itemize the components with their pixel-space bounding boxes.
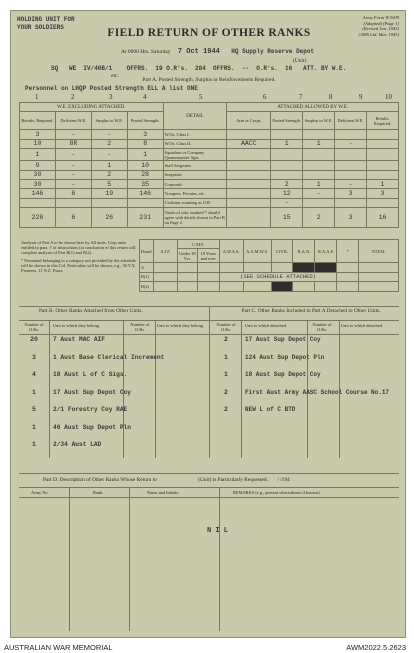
value-cell: - (91, 130, 127, 139)
analysis-header: Under 18 Yrs. (179, 250, 196, 261)
personnel-typed: Personnel on LHQP Posted Strength ELL A list ONE (25, 85, 198, 92)
col-number: 10 (385, 93, 392, 101)
value-cell (303, 149, 335, 161)
value-cell: 1 (20, 149, 56, 161)
at-text: At 0900 Hrs. Saturday (121, 49, 171, 55)
part-b-title: Part B. Other Ranks Attached from Other Units. (39, 308, 143, 314)
value-cell: - (55, 149, 91, 161)
analysis-header: CIVIL (271, 240, 293, 263)
value-cell: AACC (227, 139, 271, 148)
value-cell: 228 (20, 208, 56, 228)
part-c-title: Part C. Other Ranks Included in Part A Detached to Other Units. (241, 308, 381, 314)
value-cell: 30 (20, 170, 56, 179)
value-cell (335, 170, 367, 179)
attached-header: ATTACHED ALLOWED BY W.E. (227, 103, 399, 112)
value-cell (303, 170, 335, 179)
value-cell: 3 (335, 189, 367, 198)
part-d-title-line (43, 477, 290, 483)
value-cell (127, 198, 163, 207)
value-cell (227, 208, 271, 228)
value-cell: 15 (271, 208, 303, 228)
sub-header: Posted Strength. (127, 112, 163, 130)
part-b-count: 1 (32, 388, 36, 396)
value-cell: 30 (20, 179, 56, 188)
value-cell: - (55, 170, 91, 179)
sub-header: Reinfts. Required. (367, 112, 399, 130)
value-cell (335, 149, 367, 161)
part-b-c-section (19, 306, 399, 458)
part-c-unit: 17 Aust Sup Depot Coy (245, 336, 321, 343)
value-cell: - (303, 189, 335, 198)
army-form-line-1: Army Form W.3009 (362, 15, 399, 20)
col-number: 6 (263, 93, 267, 101)
part-c-count: 1 (224, 353, 228, 361)
value-cell (303, 198, 335, 207)
detail-cell: Troopers, Privates, etc. (163, 189, 227, 198)
analysis-header: A.I.F. (153, 240, 177, 263)
unit-label: (Unit) (293, 58, 307, 64)
value-cell (227, 198, 271, 207)
value-cell: 146 (20, 189, 56, 198)
col-number: 1 (35, 93, 39, 101)
at-line (121, 48, 314, 56)
part-b-unit: 2/1 Forestry Coy RAE (53, 406, 128, 413)
value-cell: 1 (367, 179, 399, 188)
part-b-unit: 1 Aust Base Clerical Increment (53, 353, 165, 361)
analysis-header: A.A.M.W.S. (243, 240, 271, 263)
part-c-header: Number of O.Rs. (312, 322, 332, 332)
caption-right: AWM2022.5.2623 (346, 643, 406, 652)
cmf-header: C.M.F. (177, 240, 219, 249)
part-b-header: Number of O.Rs. (130, 322, 150, 332)
part-b-count: 3 (32, 353, 36, 361)
part-b-unit: 2/34 Aust LAD (53, 441, 102, 448)
form-title: FIELD RETURN OF OTHER RANKS (107, 27, 311, 39)
value-cell: - (271, 198, 303, 207)
part-a-row (20, 170, 399, 179)
part-a-row (20, 130, 399, 139)
part-b-header: Unit to which they belong. (157, 323, 204, 328)
col-number: 9 (359, 93, 363, 101)
part-b-count: 1 (32, 441, 36, 448)
part-c-count: 1 (224, 371, 228, 378)
value-cell: 1 (127, 149, 163, 161)
value-cell (227, 170, 271, 179)
value-cell: 231 (127, 208, 163, 228)
value-cell: 2 (271, 179, 303, 188)
value-cell: 9 (20, 161, 56, 170)
part-a-row (20, 161, 399, 170)
value-cell: 2 (303, 208, 335, 228)
analysis-row-a (140, 263, 399, 272)
sub-header: Deficient W.E. (335, 112, 367, 130)
detail-cell: Staff Sergeants (163, 161, 227, 170)
analysis-row-label: A (140, 263, 154, 272)
value-cell (271, 149, 303, 161)
part-b-count: 20 (30, 336, 38, 343)
we-line: SQ WE IV/40B/1 OFFRS. 19 O.R's. 284 OFFRS. -- O.R's. 16 ATT. BY W.E. (51, 65, 347, 72)
analysis-row-label: B(1) (140, 272, 154, 281)
part-c-unit: NEW L of C BTD (245, 406, 296, 413)
part-b-unit: 46 Aust Sup Depot Pln (53, 423, 131, 431)
archive-caption (0, 643, 414, 653)
analysis-note: * Personnel belonging to a category not provided by the schedule will be shown in this Col. Particulars will be shown, e.g., 30 V.X. Pioneers, 11 N.Z. Fusrs. (21, 258, 136, 273)
part-c-header: Unit to which detached. (245, 323, 287, 328)
value-cell: 6 (55, 208, 91, 228)
analysis-header: A.W.A.S. (219, 240, 243, 263)
sub-header: Posted Strength. (271, 112, 303, 130)
column-number-row (19, 93, 399, 102)
value-cell: 3 (20, 130, 56, 139)
unit-typed: HQ Supply Reserve Depot (231, 48, 315, 55)
value-cell: 10 (20, 139, 56, 148)
value-cell (367, 130, 399, 139)
part-a-row (20, 208, 399, 228)
part-d-header: Army No. (31, 490, 49, 495)
value-cell: - (55, 161, 91, 170)
value-cell (227, 149, 271, 161)
part-c-count: 2 (224, 388, 228, 396)
part-a-row (20, 139, 399, 148)
value-cell: 146 (127, 189, 163, 198)
analysis-header: 18 Years and over (197, 249, 219, 263)
value-cell (55, 198, 91, 207)
value-cell: 10 (127, 161, 163, 170)
value-cell (335, 161, 367, 170)
analysis-header: * (337, 240, 359, 263)
analysis-cmf-row (140, 240, 399, 249)
part-a-title: Part A. Posted Strength, Surplus or Reinforcements Required. (142, 77, 276, 83)
part-b-header: Number of O.Rs. (24, 322, 44, 332)
value-cell (303, 130, 335, 139)
value-cell (367, 139, 399, 148)
detail-cell: W.Os. Class II. (163, 139, 227, 148)
value-cell: 2 (91, 139, 127, 148)
value-cell: - (335, 139, 367, 148)
col-number: 4 (143, 93, 147, 101)
group-header-row (20, 103, 399, 112)
part-a-row (20, 149, 399, 161)
analysis-header: R.A.A.F. (315, 240, 337, 263)
value-cell (335, 130, 367, 139)
date-typed: 7 Oct 1944 (177, 48, 220, 56)
analysis-instructions (21, 240, 137, 273)
value-cell (367, 170, 399, 179)
value-cell: 5 (91, 179, 127, 188)
schedule-typed: (SEE SCHEDULE ATTACHED) (219, 272, 337, 281)
part-a-body (20, 130, 399, 228)
value-cell: 3 (127, 130, 163, 139)
value-cell (271, 170, 303, 179)
value-cell (367, 149, 399, 161)
detail-header: DETAIL (163, 103, 227, 130)
value-cell: 3 (335, 208, 367, 228)
army-form-line-3: (Revised Jan. 1943) (362, 26, 399, 32)
part-d-header: Name and Initials. (147, 490, 180, 495)
sub-header: Deficient W.E. (55, 112, 91, 130)
value-cell: 1 (303, 179, 335, 188)
value-cell: 3 (367, 189, 399, 198)
value-cell: - (55, 179, 91, 188)
nil-typed: N I L (207, 527, 229, 535)
part-c-unit: 124 Aust Sup Depot Pln (245, 353, 325, 361)
value-cell: - (91, 149, 127, 161)
caption-left: AUSTRALIAN WAR MEMORIAL (4, 643, 113, 652)
value-cell (227, 179, 271, 188)
part-a-row (20, 179, 399, 188)
value-cell (227, 189, 271, 198)
sub-header: Surplus to W.E. (303, 112, 335, 130)
analysis-header: Detail (140, 240, 154, 263)
col-number: 2 (71, 93, 75, 101)
value-cell (303, 161, 335, 170)
field-return-form (10, 10, 406, 638)
value-cell (91, 198, 127, 207)
value-cell: 1 (303, 139, 335, 148)
part-b-count: 5 (32, 406, 36, 413)
part-b-unit: 7 Aust MAC AIF (53, 336, 105, 343)
analysis-row-b1 (140, 272, 399, 281)
value-cell: - (335, 179, 367, 188)
value-cell: 1 (91, 161, 127, 170)
analysis-row-b2 (140, 282, 399, 291)
value-cell (367, 198, 399, 207)
part-b-count: 1 (32, 423, 36, 431)
value-cell: 8R (55, 139, 91, 148)
part-d-header: Rank. (93, 490, 104, 495)
part-d-date: / /194 (277, 477, 290, 483)
sub-header: Reinfts. Required. (20, 112, 56, 130)
part-c-header: Unit to which detached. (341, 323, 383, 328)
value-cell (335, 198, 367, 207)
col-number: 7 (299, 93, 303, 101)
part-d-unit: (Unit) is Particularly Requested. (198, 477, 268, 483)
value-cell (367, 161, 399, 170)
part-c-count: 2 (224, 406, 228, 413)
value-cell (20, 198, 56, 207)
value-cell: 2 (91, 170, 127, 179)
detail-cell: Totals of cols. marked * should agree with details shown in Part B on Page 2. (163, 208, 227, 228)
part-d-section (19, 477, 399, 631)
part-c-count: 2 (224, 336, 228, 343)
detail-cell: Corporals (163, 179, 227, 188)
we-excluding-header: W.E. EXCLUDING ATTACHED. (20, 103, 164, 112)
detail-cell: Civilians counting as O.R. (163, 198, 227, 207)
value-cell: 6 (55, 189, 91, 198)
col-number: 3 (109, 93, 113, 101)
part-c-unit: First Aust Army AASC School Course No.17 (245, 388, 390, 396)
part-a-table (19, 102, 399, 228)
analysis-row-label: B(2) (140, 282, 154, 291)
part-c-unit: 18 Aust Sup Depot Coy (245, 371, 321, 378)
analysis-header: R.A.N. (293, 240, 315, 263)
value-cell: 28 (127, 170, 163, 179)
unit-typed-line-2: YOUR SOLDIERS (17, 24, 64, 31)
redaction-block (293, 263, 315, 272)
value-cell (227, 130, 271, 139)
redaction-block (315, 263, 337, 272)
army-form-line-4: (AMS Ltd. Mar. 1943) (358, 31, 399, 37)
army-form-line-2: (Adapted) (Page 1) (363, 20, 399, 26)
value-cell: 12 (271, 189, 303, 198)
value-cell: - (55, 130, 91, 139)
detail-cell: Sergeants (163, 170, 227, 179)
value-cell: 19 (91, 189, 127, 198)
analysis-text: Analysis of Part A to be shown here by All units. Corp units entitled in para. 7 of instructions (at conclusion of this return will complete analysis of Part B(1) and B(2). (21, 240, 136, 255)
part-a-row (20, 198, 399, 207)
part-c-header: Number of O.Rs. (216, 322, 236, 332)
analysis-table (139, 239, 399, 292)
part-d-header: REMARKS (e.g., present whereabouts if known). (233, 490, 321, 495)
part-b-unit: 18 Aust L of C Sigs. (53, 371, 128, 378)
col-number: 8 (329, 93, 333, 101)
value-cell (271, 130, 303, 139)
value-cell: 16 (367, 208, 399, 228)
value-cell: 35 (127, 179, 163, 188)
value-cell: 26 (91, 208, 127, 228)
value-cell: 8 (127, 139, 163, 148)
detail-cell: Squadron or Company Quartermaster Sgts. (163, 149, 227, 161)
redaction-block (271, 282, 293, 291)
unit-typed-line-1: HOLDING UNIT FOR (17, 16, 75, 23)
etc-text: etc. (111, 73, 119, 79)
part-b-count: 4 (32, 371, 36, 378)
analysis-header: TOTAL (359, 240, 399, 263)
value-cell: 1 (271, 139, 303, 148)
detail-cell: W.Os. Class I. (163, 130, 227, 139)
sub-header: Surplus to W.E. (91, 112, 127, 130)
sub-header: Arm or Corps. (227, 112, 271, 130)
part-b-header: Unit to which they belong. (53, 323, 100, 328)
part-b-unit: 17 Aust Sup Depot Coy (53, 388, 131, 396)
part-a-row (20, 189, 399, 198)
col-number: 5 (199, 93, 203, 101)
value-cell (227, 161, 271, 170)
part-d-title: Part D. Description of Other Ranks Whose Return to (43, 477, 157, 483)
value-cell (271, 161, 303, 170)
